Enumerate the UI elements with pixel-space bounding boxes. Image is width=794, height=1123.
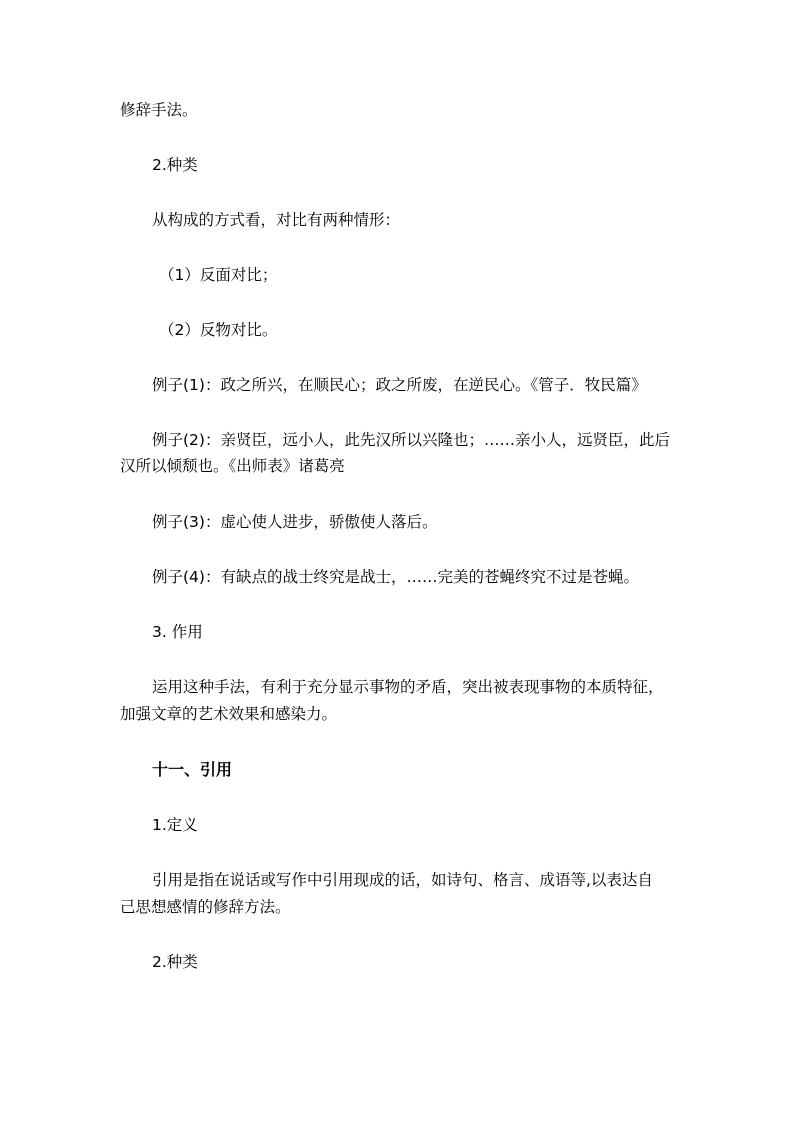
paragraph-continuation: 修辞手法。 bbox=[120, 101, 198, 119]
definition-line-2: 己思想感情的修辞方法。 bbox=[120, 898, 291, 916]
example-2-line-2: 汉所以倾颓也。《出师表》诸葛亮 bbox=[120, 457, 345, 475]
heading-eleven: 十一、引用 bbox=[152, 760, 233, 779]
definition-line-1: 引用是指在说话或写作中引用现成的话，如诗句、格言、成语等,以表达自 bbox=[152, 871, 653, 889]
type-item-2: （2）反物对比。 bbox=[159, 321, 278, 339]
example-1: 例子(1)：政之所兴，在顺民心；政之所废，在逆民心。《管子．牧民篇》 bbox=[152, 376, 647, 394]
type-item-1: （1）反面对比； bbox=[159, 266, 278, 284]
definition-title: 1.定义 bbox=[152, 816, 198, 834]
example-4: 例子(4)：有缺点的战士终究是战士，……完美的苍蝇终究不过是苍蝇。 bbox=[152, 568, 639, 586]
example-3: 例子(3)：虚心使人进步，骄傲使人落后。 bbox=[152, 513, 438, 531]
types-title-2: 2.种类 bbox=[152, 953, 198, 971]
section-2-title: 2.种类 bbox=[152, 156, 198, 174]
types-intro: 从构成的方式看，对比有两种情形： bbox=[152, 211, 401, 229]
effect-line-1: 运用这种手法，有利于充分显示事物的矛盾，突出被表现事物的本质特征， bbox=[152, 678, 664, 696]
effect-line-2: 加强文章的艺术效果和感染力。 bbox=[120, 705, 338, 723]
section-3-title: 3. 作用 bbox=[152, 623, 203, 641]
example-2-line-1: 例子(2)：亲贤臣，远小人，此先汉所以兴隆也；……亲小人，远贤臣，此后 bbox=[152, 431, 670, 449]
